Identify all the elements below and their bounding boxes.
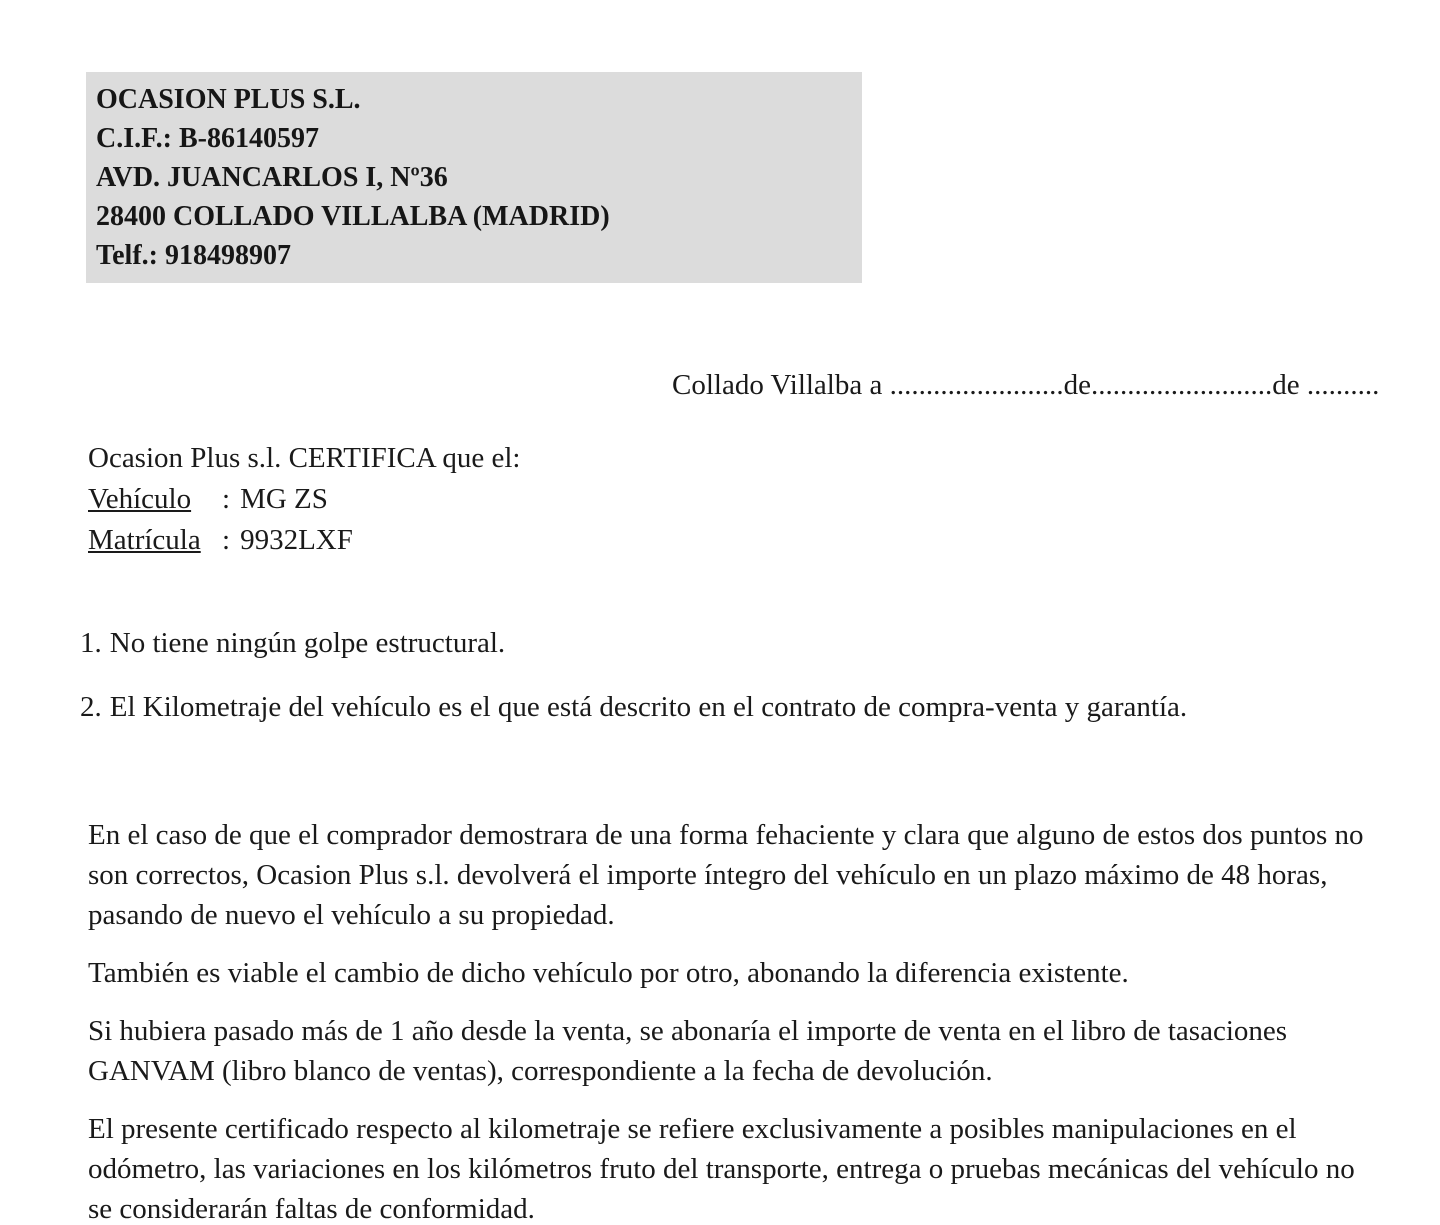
body-paragraphs <box>88 815 1378 1225</box>
numbered-items <box>80 623 1440 727</box>
item-2-text: El Kilometraje del vehículo es el que está descrito en el contrato de compra-venta y garantía. <box>109 691 1188 723</box>
paragraph-refund: En el caso de que el comprador demostrara de una forma fehaciente y clara que alguno de estos dos puntos no son correctos, Ocasion Plus s.l. devolverá el importe íntegro del vehículo en un plazo máximo de 48 horas, pasando de nuevo el vehículo a su propiedad. <box>88 819 1364 931</box>
vehicle-field <box>88 479 1440 520</box>
letterhead-address: AVD. JUANCARLOS I, Nº36 <box>96 162 448 193</box>
letterhead-cif: C.I.F.: B-86140597 <box>96 123 319 154</box>
plate-field <box>88 520 1440 561</box>
paragraph-ganvam: Si hubiera pasado más de 1 año desde la venta, se abonaría el importe de venta en el libro de tasaciones GANVAM (libro blanco de ventas), correspondiente a la fecha de devolución. <box>88 1015 1288 1087</box>
plate-separator: : <box>222 524 231 556</box>
item-1-number: 1. <box>80 627 102 659</box>
letterhead-phone: Telf.: 918498907 <box>96 240 291 271</box>
numbered-item-1 <box>80 623 1440 663</box>
numbered-item-2 <box>80 687 1440 727</box>
plate-value: 9932LXF <box>240 524 353 556</box>
paragraph-exchange: También es viable el cambio de dicho vehículo por otro, abonando la diferencia existente. <box>88 957 1129 989</box>
item-2-number: 2. <box>80 691 102 723</box>
vehicle-value: MG ZS <box>240 483 328 515</box>
plate-label: Matrícula <box>88 524 201 556</box>
date-line: Collado Villalba a ........................de.........................de .......... <box>672 369 1380 401</box>
letterhead-box <box>86 72 862 283</box>
certification-intro: Ocasion Plus s.l. CERTIFICA que el: <box>88 442 521 474</box>
certification-block <box>88 438 1440 561</box>
vehicle-label: Vehículo <box>88 483 192 515</box>
paragraph-odometer: El presente certificado respecto al kilometraje se refiere exclusivamente a posibles manipulaciones en el odómetro, las variaciones en los kilómetros fruto del transporte, entrega o pruebas mecánicas del vehículo no se considerarán faltas de conformidad. <box>88 1113 1355 1225</box>
letterhead-city: 28400 COLLADO VILLALBA (MADRID) <box>96 201 610 232</box>
vehicle-separator: : <box>222 483 231 515</box>
item-1-text: No tiene ningún golpe estructural. <box>109 627 506 659</box>
letterhead-company-name: OCASION PLUS S.L. <box>96 84 361 115</box>
